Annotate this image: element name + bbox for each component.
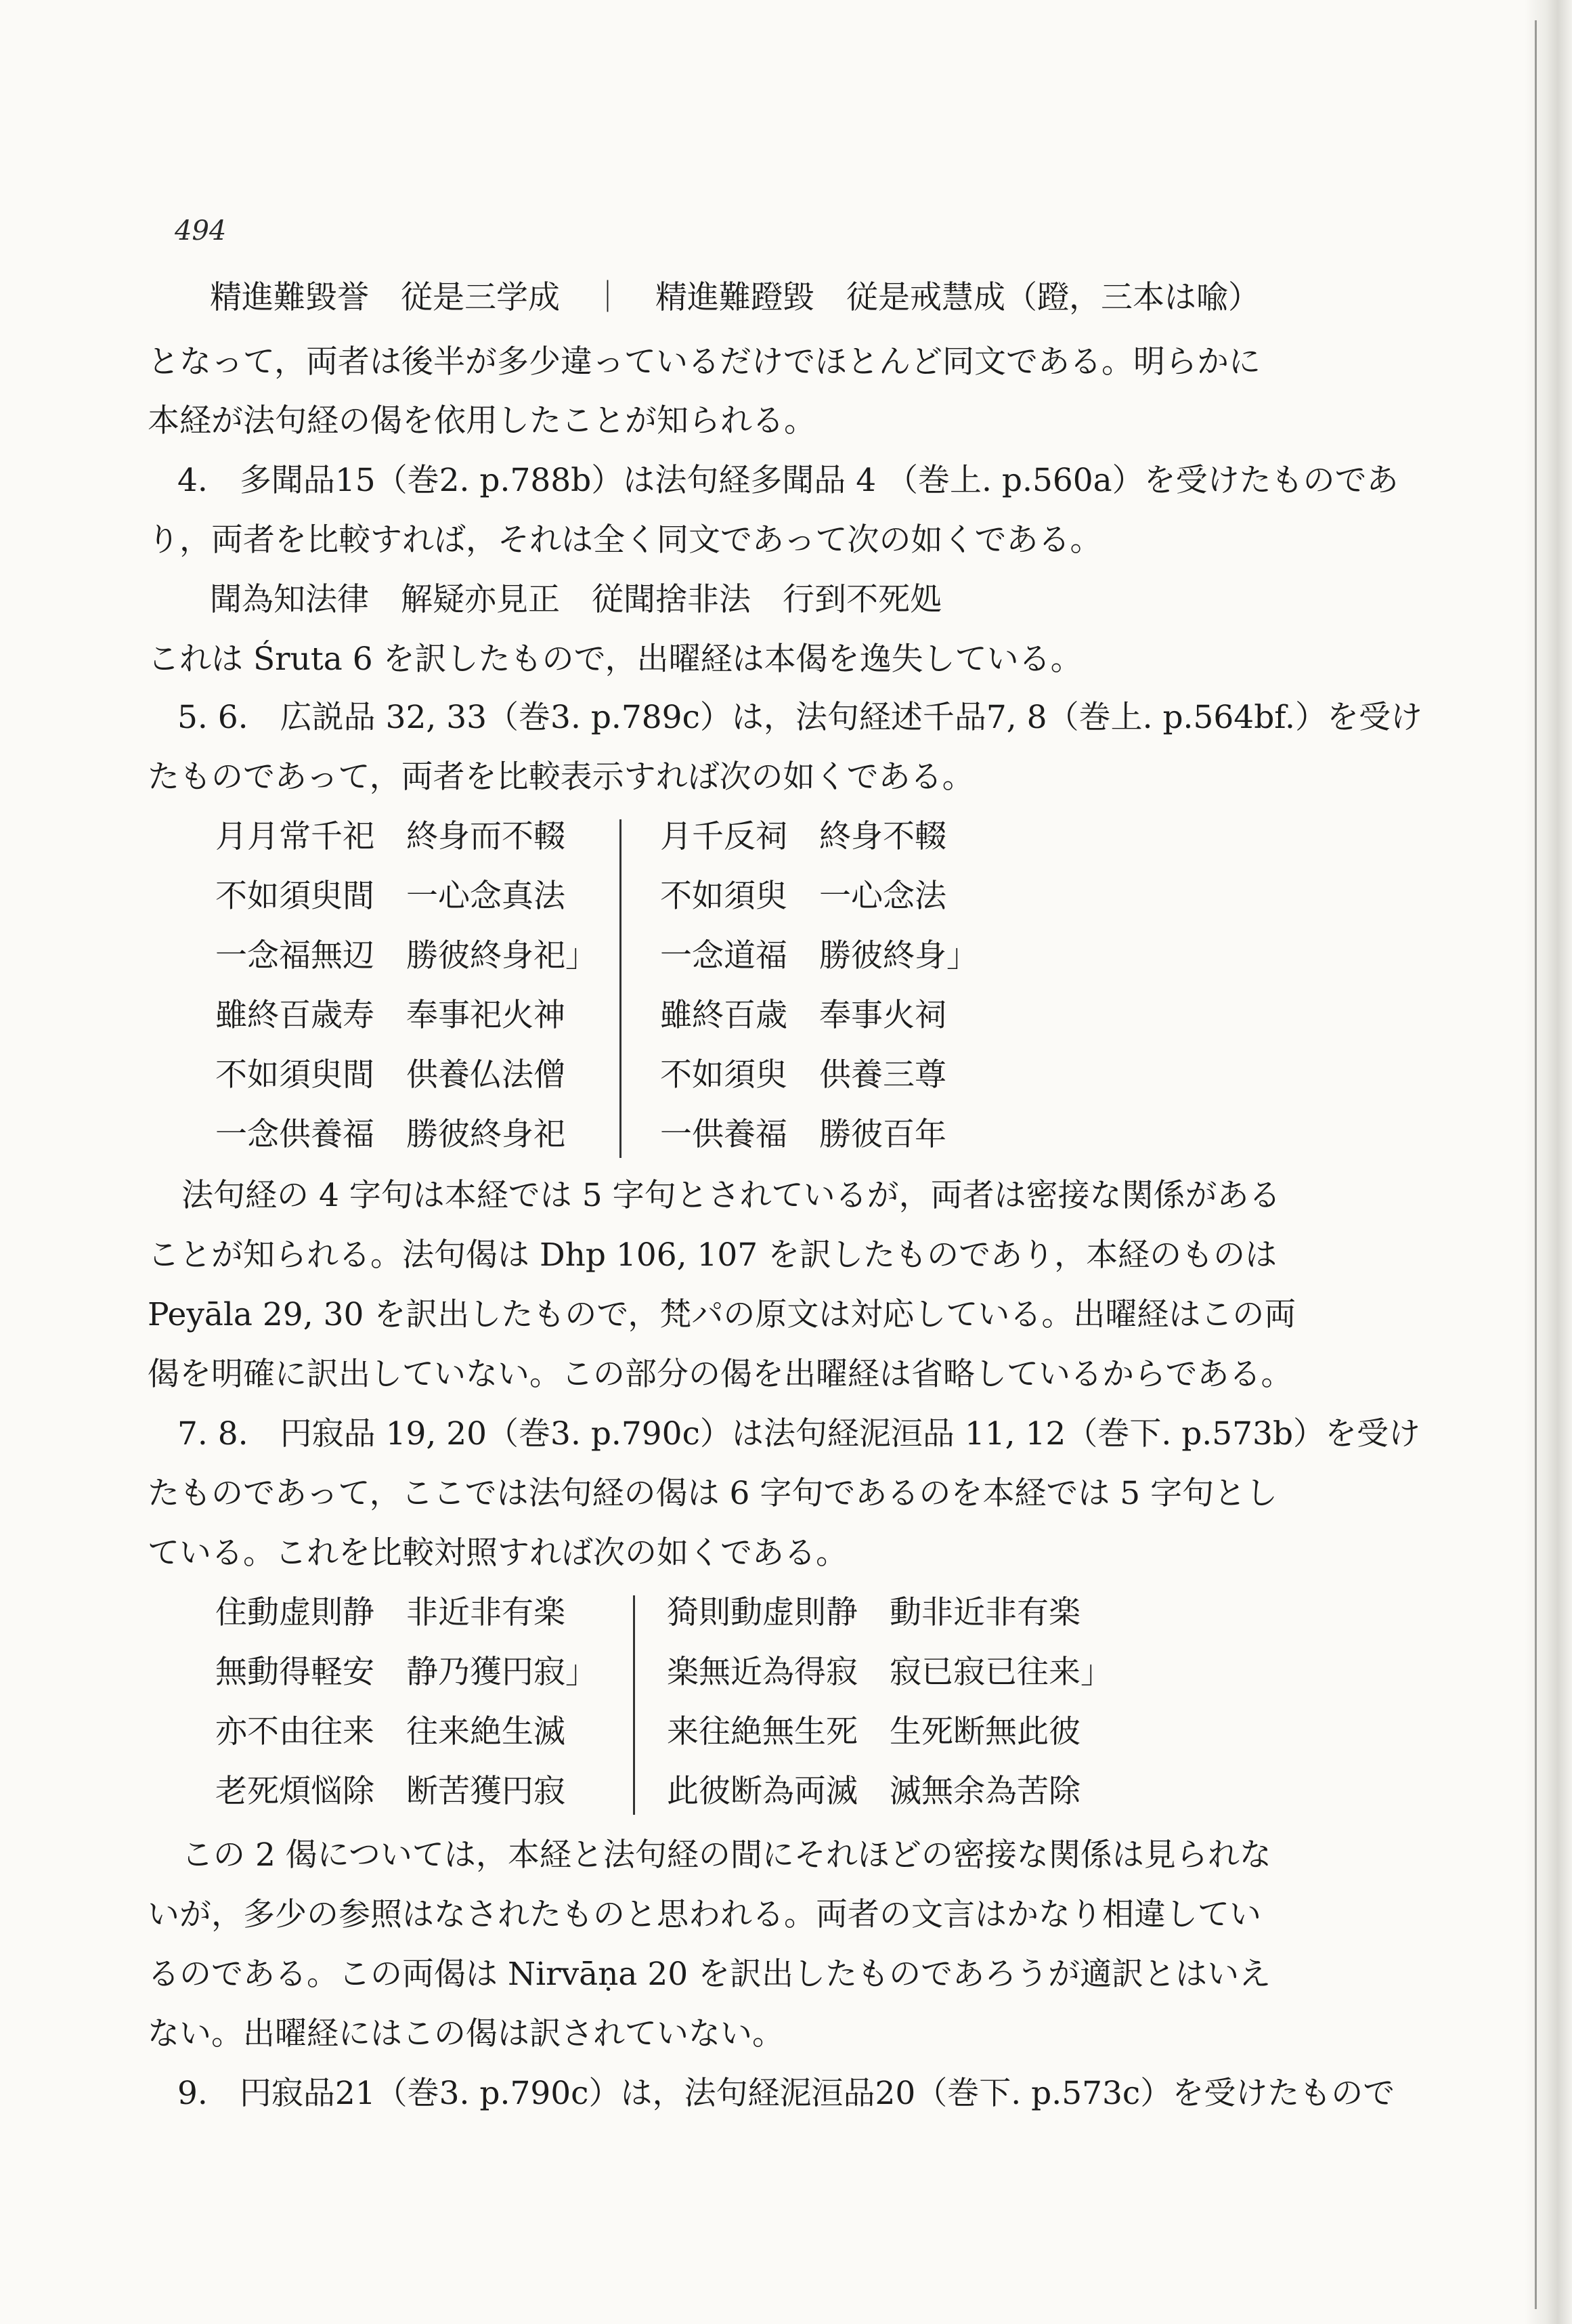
table1-divider <box>619 819 621 1158</box>
paragraph-line: この 2 偈については，本経と法句経の間にそれほどの密接な関係は見られな <box>181 1836 1271 1874</box>
table1-left-row: 一念福無辺 勝彼終身祀」 <box>215 937 597 974</box>
table1-right-row: 不如須臾 供養三尊 <box>660 1056 946 1094</box>
table2-right-row: 此彼断為両滅 滅無余為苦除 <box>667 1773 1080 1810</box>
paragraph-line: るのである。この両偈は Nirvāṇa 20 を訳出したものであろうが適訳とはいえ <box>148 1956 1271 1993</box>
table2-left-row: 無動得軽安 静乃獲円寂」 <box>215 1654 597 1691</box>
paragraph-line: たものであって，ここでは法句経の偈は 6 字句であるのを本経では 5 字句とし <box>148 1475 1278 1512</box>
paragraph-line: いが，多少の参照はなされたものと思われる。両者の文言はかなり相違してい <box>148 1896 1261 1933</box>
verse-4: 聞為知法律 解疑亦見正 従聞捨非法 行到不死処 <box>210 581 942 618</box>
table2-divider <box>633 1595 635 1815</box>
paragraph-line: たものであって，両者を比較表示すれば次の如くである。 <box>148 758 974 796</box>
paragraph-line: Peyāla 29, 30 を訳出したもので，梵パの原文は対応している。出曜経はこの両 <box>148 1296 1296 1333</box>
paragraph-line: 本経が法句経の偈を依用したことが知られる。 <box>148 402 816 439</box>
table1-right-row: 一念道福 勝彼終身」 <box>660 937 978 974</box>
table1-left-row: 不如須臾間 一心念真法 <box>215 878 565 915</box>
note-4: これは Śruta 6 を訳したもので，出曜経は本偈を逸失している。 <box>148 641 1083 678</box>
paragraph-line: ことが知られる。法句偈は Dhp 106, 107 を訳したものであり，本経のものは <box>148 1236 1278 1274</box>
table1-right-row: 雖終百歳 奉事火祠 <box>660 997 946 1034</box>
table2-left-row: 亦不由往来 往来絶生滅 <box>215 1713 565 1750</box>
paragraph-line: 偈を明確に訳出していない。この部分の偈を出曜経は省略しているからである。 <box>148 1356 1293 1393</box>
paragraph-line: ない。出曜経にはこの偈は訳されていない。 <box>148 2015 784 2052</box>
intro-verse: 精進難毀誉 従是三学成 ｜ 精進難蹬毀 従是戒慧成（蹬，三本は喩） <box>210 279 1260 316</box>
paragraph-line: となって，両者は後半が多少違っているだけでほとんど同文である。明らかに <box>148 343 1261 381</box>
table1-left-row: 不如須臾間 供養仏法僧 <box>215 1056 565 1094</box>
section-heading-4: 4. 多聞品15（巻2. p.788b）は法句経多聞品 4 （巻上. p.560a）を受けたものであ <box>177 462 1399 499</box>
table2-right-row: 来往絶無生死 生死断無此彼 <box>667 1713 1080 1750</box>
page-edge-shadow <box>1525 0 1572 2324</box>
page-edge-line <box>1535 20 1537 2309</box>
table1-right-row: 不如須臾 一心念法 <box>660 878 946 915</box>
paragraph-line: り，両者を比較すれば，それは全く同文であって次の如くである。 <box>148 521 1102 559</box>
table1-left-row: 月月常千祀 終身而不輟 <box>215 818 565 855</box>
section-heading-9: 9. 円寂品21（巻3. p.790c）は，法句経泥洹品20（巻下. p.573c）を受けたもので <box>177 2075 1395 2112</box>
paragraph-line: ている。これを比較対照すれば次の如くである。 <box>148 1534 848 1572</box>
table2-left-row: 住動虚則静 非近非有楽 <box>215 1594 565 1631</box>
section-heading-7-8: 7. 8. 円寂品 19, 20（巻3. p.790c）は法句経泥洹品 11, 12（巻下. p.573b）を受け <box>177 1415 1421 1452</box>
table2-right-row: 楽無近為得寂 寂已寂已往来」 <box>667 1654 1112 1691</box>
page-number: 494 <box>175 215 227 246</box>
table1-right-row: 月千反祠 終身不輟 <box>660 818 946 855</box>
table2-right-row: 猗則動虚則静 動非近非有楽 <box>667 1594 1080 1631</box>
table1-right-row: 一供養福 勝彼百年 <box>660 1116 946 1153</box>
paragraph-line: 法句経の 4 字句は本経では 5 字句とされているが，両者は密接な関係がある <box>181 1177 1281 1214</box>
table2-left-row: 老死煩悩除 断苦獲円寂 <box>215 1773 565 1810</box>
table1-left-row: 一念供養福 勝彼終身祀 <box>215 1116 565 1153</box>
section-heading-5-6: 5. 6. 広説品 32, 33（巻3. p.789c）は，法句経述千品7, 8（巻上. p.564bf.）を受け <box>177 699 1422 736</box>
table1-left-row: 雖終百歳寿 奉事祀火神 <box>215 997 565 1034</box>
